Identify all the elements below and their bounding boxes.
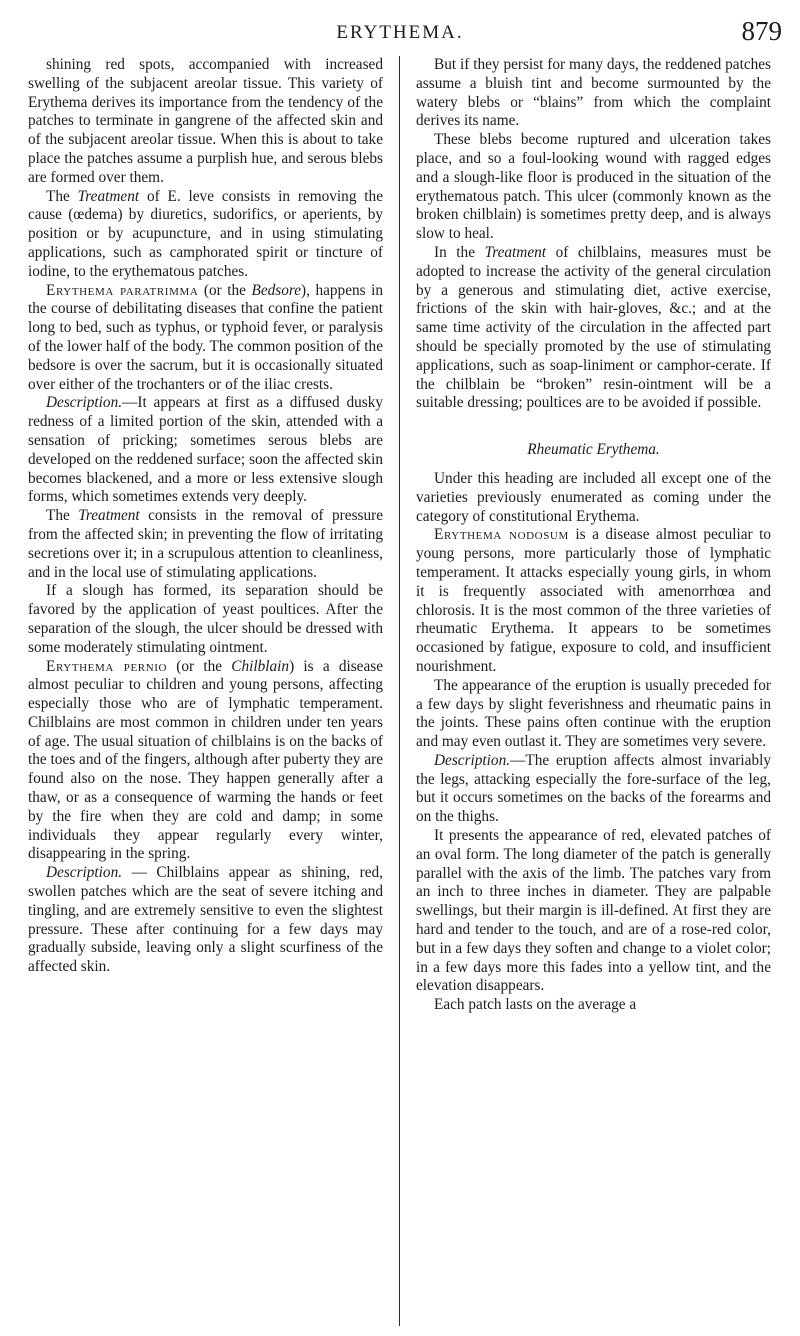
running-head bbox=[0, 10, 800, 50]
text-run: (or the bbox=[198, 281, 252, 299]
text-run: — Chilblains appear as shining, red, swollen patches which are the seat of severe itching and tingling, and are extremely sensitive to even the slightest pressure. These after continuing for a few days may gradually subside, leaving only a slight scurfiness of the affected skin. bbox=[28, 864, 383, 976]
text-run: It presents the appearance of red, elevated patches of an oval form. The long diameter of the patch is generally parallel with the axis of the limb. The patches vary from an inch to three inches in diameter. They are palpable swellings, but their margin is ill-defined. At first they are hard and tender to the touch, and are of a rose-red color, but in a few days they soften and change to a violet color; in a few days more this fades into a yellow tint, and the elevation disappears. bbox=[416, 827, 771, 995]
text-run: —It appears at first as a diffused dusky redness of a limited portion of the skin, attended with a sensation of pricking; sometimes serous blebs are developed on the reddened surface; soon the affected skin becomes blackened, and a more or less extensive slough forms, which sometimes extends very deeply. bbox=[28, 394, 383, 506]
right-column bbox=[416, 56, 771, 1015]
text-run: The appearance of the eruption is usually preceded for a few days by slight feverishness and rheumatic pains in the joints. These pains often continue with the eruption and may even outlast it. They are sometimes very severe. bbox=[416, 676, 771, 751]
paragraph bbox=[416, 131, 771, 244]
paragraph bbox=[416, 752, 771, 827]
text-run: The bbox=[46, 187, 78, 205]
italic-term: Description. bbox=[46, 394, 123, 412]
text-run: If a slough has formed, its separation should be favored by the application of yeast poultices. After the separation of the slough, the ulcer should be dressed with some moderately stimulating ointment. bbox=[28, 582, 383, 656]
text-run: These blebs become ruptured and ulceration takes place, and so a foul-looking wound with ragged edges and a slough-like floor is produced in the situation of the erythematous patch. This ulcer (commonly known as the broken chilblain) is sometimes pretty deep, and is always slow to heal. bbox=[416, 131, 771, 243]
text-run: of chilblains, measures must be adopted to increase the activity of the general circulation by a generous and stimulating diet, active exercise, frictions of the skin with hair-gloves, &c.; and at the same time activity of the circulation in the affected part should be specially promoted by the use of stimulating applications, such as soap-liniment or camphor-cerate. If the chilblain be “broken” resin-ointment will be a suitable dressing; poultices are to be avoided if possible. bbox=[416, 243, 771, 412]
paragraph bbox=[416, 996, 771, 1015]
text-run: is a disease almost peculiar to young persons, more particularly those of lymphatic temperament. It attacks especially young girls, in whom it is frequently associated with amenorrhœa and chlorosis. It is the most common of the three varieties of rheumatic Erythema. It appears to be sometimes occasioned by fatigue, exposure to cold, and insufficient nourishment. bbox=[416, 526, 772, 675]
text-run: ) is a disease almost peculiar to children and young persons, affecting especially those who are of lymphatic temperament. Chilblains are most common in children under ten years of age. The usual situation of chilblains is on the backs of the toes and of the fingers, although after puberty they are found also on the nose. They happen generally after a thaw, or as a consequence of warming the hands or feet by the fire when they are cold and damp; in some individuals they appear regularly every winter, disappearing in the spring. bbox=[28, 657, 384, 863]
paragraph bbox=[28, 658, 383, 865]
paragraph bbox=[416, 526, 771, 676]
text-run: of E. leve consists in removing the cause (œdema) by diuretics, sudorifics, or aperients, by position or by acupuncture, and in using stimulating applications, such as camphorated spirit or tincture of iodine, to the erythematous patches. bbox=[28, 187, 383, 280]
text-run: (or the bbox=[167, 657, 232, 675]
running-title: ERYTHEMA. bbox=[336, 22, 464, 43]
paragraph bbox=[28, 188, 383, 282]
text-run: consists in the removal of pressure from the affected skin; in preventing the flow of irritating secretions over it; in a scrupulous attention to cleanliness, and in the local use of stimulating applications. bbox=[28, 507, 384, 581]
text-run: ), happens in the course of debilitating diseases that confine the patient long to bed, such as typhus, or typhoid fever, or paralysis of the lower half of the body. The common position of the bedsore is over the sacrum, but it is occasionally situated over either of the trochanters or of the iliac crests. bbox=[28, 281, 384, 393]
paragraph bbox=[416, 470, 771, 526]
italic-term: Treatment bbox=[78, 507, 140, 525]
italic-term: Description. bbox=[434, 751, 511, 769]
text-run: But if they persist for many days, the reddened patches assume a bluish tint and become surmounted by the watery blebs or “blains” from which the complaint derives its name. bbox=[416, 56, 771, 130]
text-run: In the bbox=[434, 243, 485, 261]
paragraph bbox=[28, 56, 383, 188]
italic-term: Chilblain bbox=[231, 657, 290, 675]
text-run: Under this heading are included all except one of the varieties previously enumerated as coming under the category of constitutional Erythema. bbox=[416, 469, 771, 525]
text-columns bbox=[28, 56, 786, 1326]
text-run: shining red spots, accompanied with increased swelling of the subjacent areolar tissue. This variety of Erythema derives its importance from the tendency of the patches to terminate in gangrene of the affected skin and of the subjacent areolar tissue. When this is about to take place the patches assume a purplish hue, and serous blebs are formed over them. bbox=[28, 56, 383, 186]
column-divider bbox=[399, 56, 400, 1326]
paragraph bbox=[28, 394, 383, 507]
italic-term: Description. bbox=[46, 864, 123, 882]
paragraph bbox=[28, 282, 383, 395]
left-column bbox=[28, 56, 383, 977]
italic-term: Treatment bbox=[77, 187, 140, 205]
paragraph bbox=[416, 244, 771, 413]
paragraph bbox=[28, 864, 383, 977]
text-run: Rheumatic Erythema. bbox=[527, 441, 660, 459]
text-run: The bbox=[46, 507, 79, 525]
entry-term: Erythema paratrimma bbox=[46, 281, 199, 299]
entry-term: Erythema pernio bbox=[46, 657, 168, 675]
entry-term: Erythema nodosum bbox=[434, 526, 569, 544]
page-number: 879 bbox=[741, 16, 782, 46]
italic-term: Bedsore bbox=[251, 281, 302, 299]
text-run: Each patch lasts on the average a bbox=[434, 996, 637, 1014]
paragraph bbox=[28, 507, 383, 582]
paragraph bbox=[416, 56, 771, 131]
paragraph bbox=[416, 827, 771, 996]
italic-term: Treatment bbox=[484, 243, 547, 261]
text-run: —The eruption affects almost invariably the legs, attacking especially the fore-surface of the leg, but it occurs sometimes on the backs of the forearms and on the thighs. bbox=[416, 751, 771, 826]
paragraph bbox=[28, 582, 383, 657]
paragraph bbox=[416, 677, 771, 752]
section-heading bbox=[416, 441, 771, 460]
